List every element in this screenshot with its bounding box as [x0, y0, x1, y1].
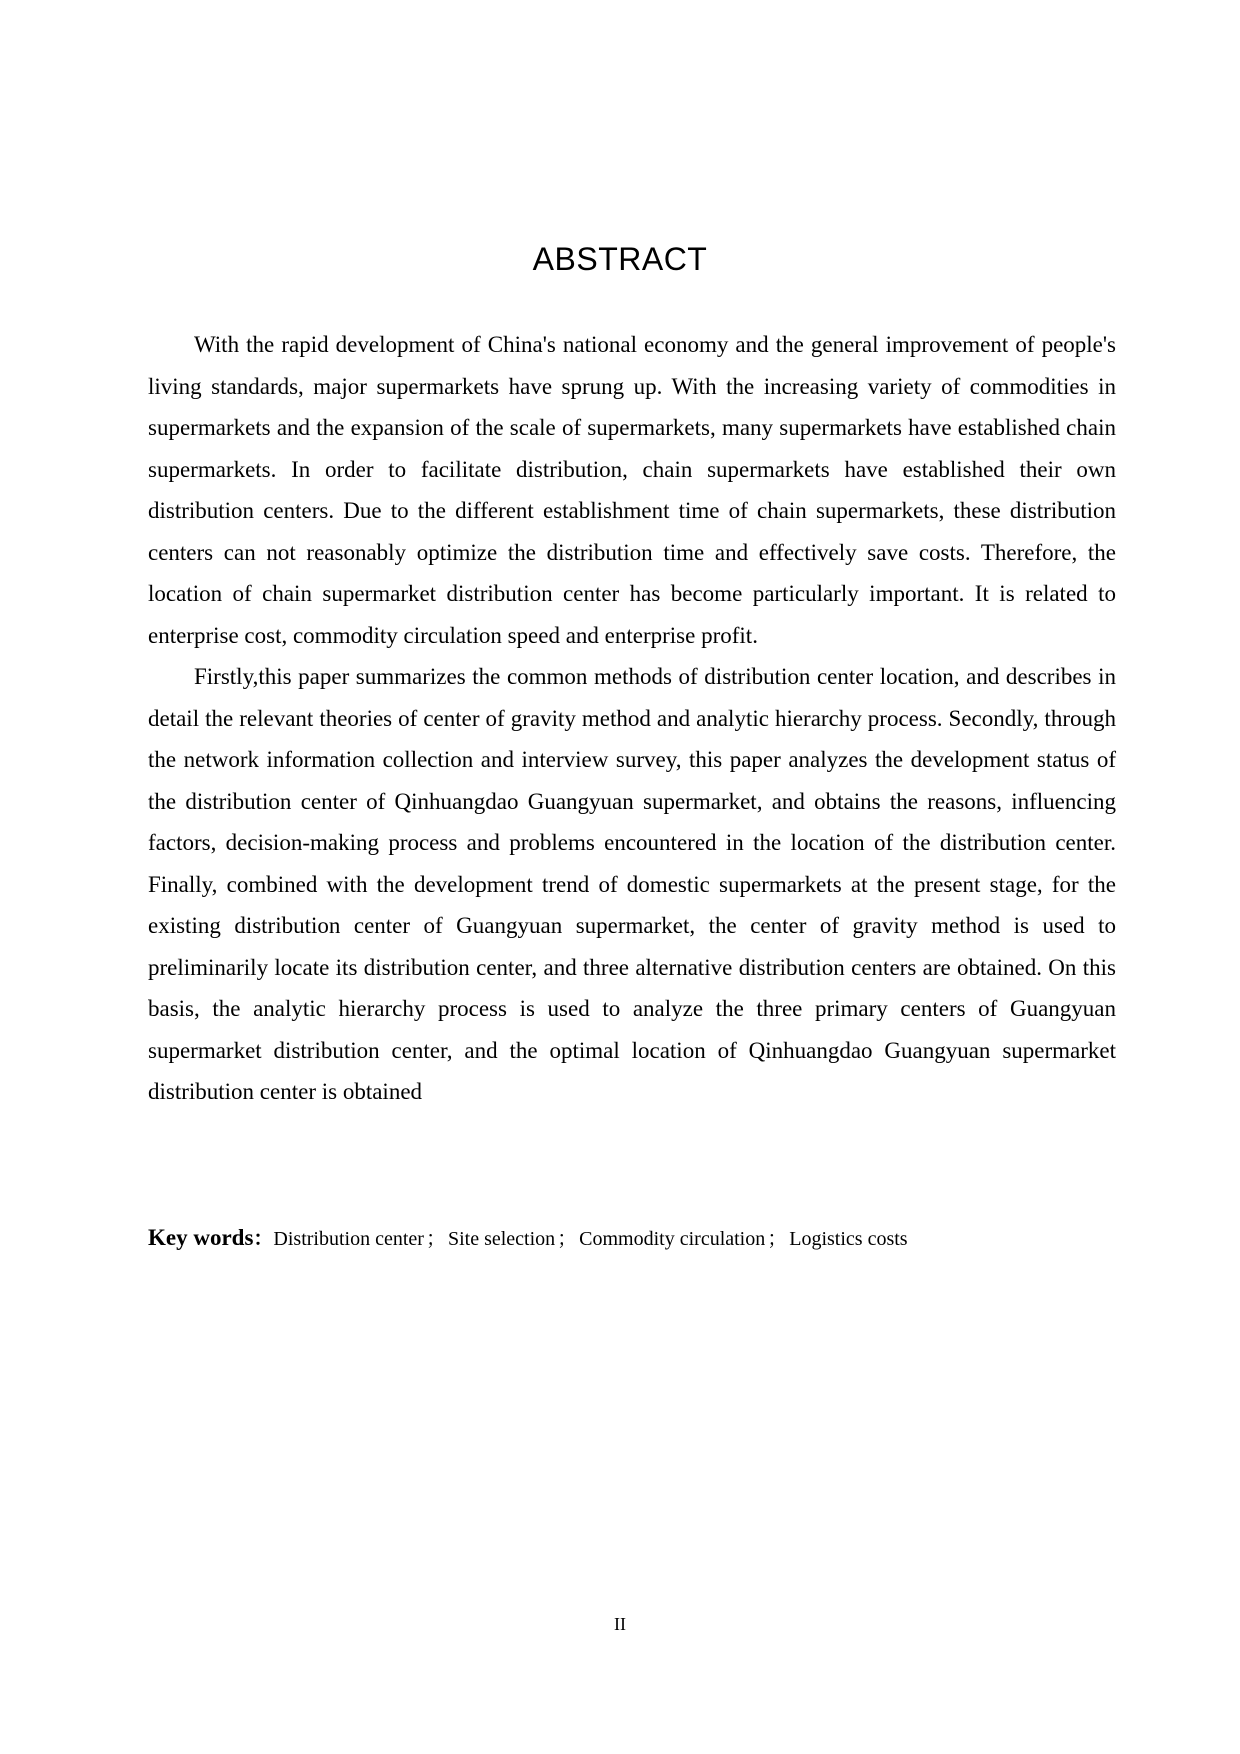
abstract-title: ABSTRACT [532, 241, 708, 277]
keyword-separator: ； [767, 1228, 788, 1250]
keywords-label: Key words [148, 1225, 254, 1250]
keyword-item: Logistics costs [789, 1228, 908, 1250]
keyword-item: Site selection [447, 1228, 556, 1250]
abstract-paragraph-1: With the rapid development of China's national economy and the general improvement of people's living standards, major supermarkets have sprung up. With the increasing variety of commodities in supermarkets and the expansion of the scale of supermarkets, many supermarkets have established chain supermarkets. In order to facilitate distribution, chain supermarkets have established their own distribution centers. Due to the different establishment time of chain supermarkets, these distribution centers can not reasonably optimize the distribution time and effectively save costs. Therefore, the location of chain supermarket distribution center has become particularly important. It is related to enterprise cost, commodity circulation speed and enterprise profit. [148, 332, 1116, 648]
abstract-body [148, 324, 1116, 1113]
keyword-item: Distribution center [273, 1228, 424, 1250]
keywords-line [148, 1218, 1116, 1259]
keyword-separator: ； [557, 1228, 578, 1250]
keyword-separator: ； [425, 1228, 446, 1250]
abstract-paragraph-2: Firstly,this paper summarizes the common methods of distribution center location, and describes in detail the relevant theories of center of gravity method and analytic hierarchy process. Secondly, through the network information collection and interview survey, this paper analyzes the development status of the distribution center of Qinhuangdao Guangyuan supermarket, and obtains the reasons, influencing factors, decision-making process and problems encountered in the location of the distribution center. Finally, combined with the development trend of domestic supermarkets at the present stage, for the existing distribution center of Guangyuan supermarket, the center of gravity method is used to preliminarily locate its distribution center, and three alternative distribution centers are obtained. On this basis, the analytic hierarchy process is used to analyze the three primary centers of Guangyuan supermarket distribution center, and the optimal location of Qinhuangdao Guangyuan supermarket distribution center is obtained [148, 664, 1116, 1104]
page-number: II [614, 1614, 626, 1634]
keyword-item: Commodity circulation [579, 1228, 766, 1250]
keywords-label-separator: ： [253, 1228, 274, 1250]
